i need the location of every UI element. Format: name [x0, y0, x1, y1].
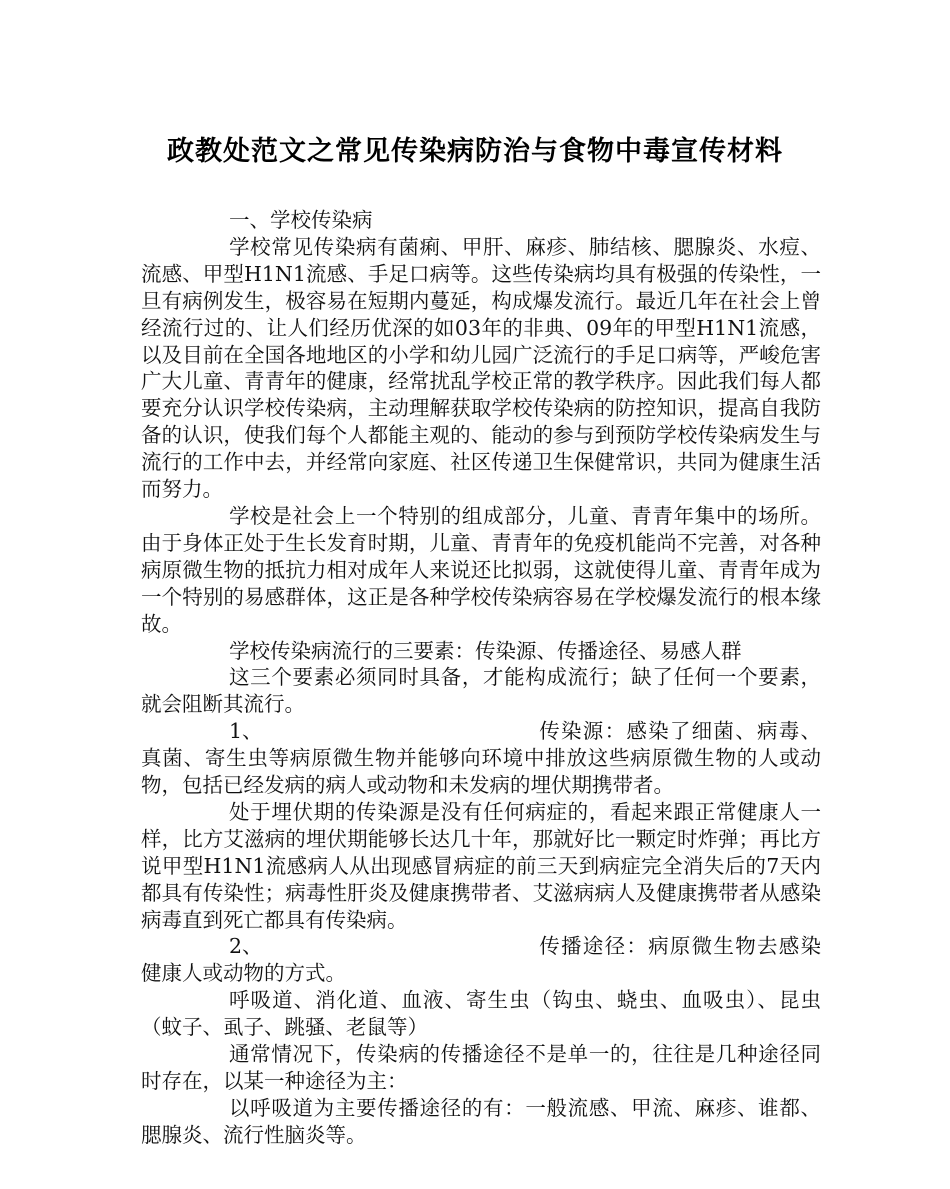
paragraph-latent-period: 处于埋伏期的传染源是没有任何病症的，看起来跟正常健康人一样，比方艾滋病的埋伏期能够长达几十年，那就好比一颗定时炸弹；再比方说甲型H1N1流感病人从出现感冒病症的前三天到病症完全消失后的7天内都具有传染性；病毒性肝炎及健康携带者、艾滋病病人及健康携带者从感染病毒直到死亡都具有传染病。 — [141, 799, 821, 932]
document-title: 政教处范文之常见传染病防治与食物中毒宣传材料 — [167, 136, 783, 167]
paragraph-elements-required: 这三个要素必须同时具备，才能构成流行；缺了任何一个要素，就会阻断其流行。 — [141, 665, 821, 717]
section-heading: 一、学校传染病 — [229, 208, 373, 232]
list-item-text: 传染源：感染了细菌、病毒、真菌、寄生虫等病原微生物并能够向环境中排放这些病原微生物的人或动物，包括已经发病的病人或动物和未发病的埋伏期携带者。 — [141, 719, 821, 798]
list-item-number: 2、 — [229, 934, 263, 959]
paragraph-multiple-routes: 通常情况下，传染病的传播途径不是单一的，往往是几种途径同时存在，以某一种途径为主： — [141, 1042, 821, 1093]
document-body — [141, 207, 821, 1149]
paragraph-route-types: 呼吸道、消化道、血液、寄生虫（钩虫、蛲虫、血吸虫）、昆虫（蚊子、虱子、跳骚、老鼠等） — [141, 988, 821, 1040]
list-item-number: 1、 — [229, 719, 263, 744]
list-item-transmission-route — [141, 933, 821, 987]
paragraph-respiratory-route: 以呼吸道为主要传播途径的有：一般流感、甲流、麻疹、谁都、腮腺炎、流行性脑炎等。 — [141, 1095, 821, 1147]
paragraph-common-diseases: 学校常见传染病有菌痢、甲肝、麻疹、肺结核、腮腺炎、水痘、流感、甲型H1N1流感、手足口病等。这些传染病均具有极强的传染性，一旦有病例发生，极容易在短期内蔓延，构成爆发流行。最近几年在社会上曾经流行过的、让人们经历优深的如03年的非典、09年的甲型H1N1流感，以及目前在全国各地地区的小学和幼儿园广泛流行的手足口病等，严峻危害广大儿童、青青年的健康，经常扰乱学校正常的教学秩序。因此我们每人都要充分认识学校传染病，主动理解获取学校传染病的防控知识，提高自我防备的认识，使我们每个人都能主观的、能动的参与到预防学校传染病发生与流行的工作中去，并经常向家庭、社区传递卫生保健常识，共同为健康生活而努力。 — [141, 234, 821, 502]
paragraph-three-elements: 学校传染病流行的三要素：传染源、传播途径、易感人群 — [229, 638, 742, 663]
paragraph-school-population: 学校是社会上一个特别的组成部分，儿童、青青年集中的场所。由于身体正处于生长发育时期，儿童、青青年的免疫机能尚不完善，对各种病原微生物的抵抗力相对成年人来说还比拟弱，这就使得儿童、青青年成为一个特别的易感群体，这正是各种学校传染病容易在学校爆发流行的根本缘故。 — [141, 503, 821, 636]
list-item-infection-source — [141, 718, 821, 799]
list-item-text: 传播途径：病原微生物去感染健康人或动物的方式。 — [141, 934, 821, 986]
